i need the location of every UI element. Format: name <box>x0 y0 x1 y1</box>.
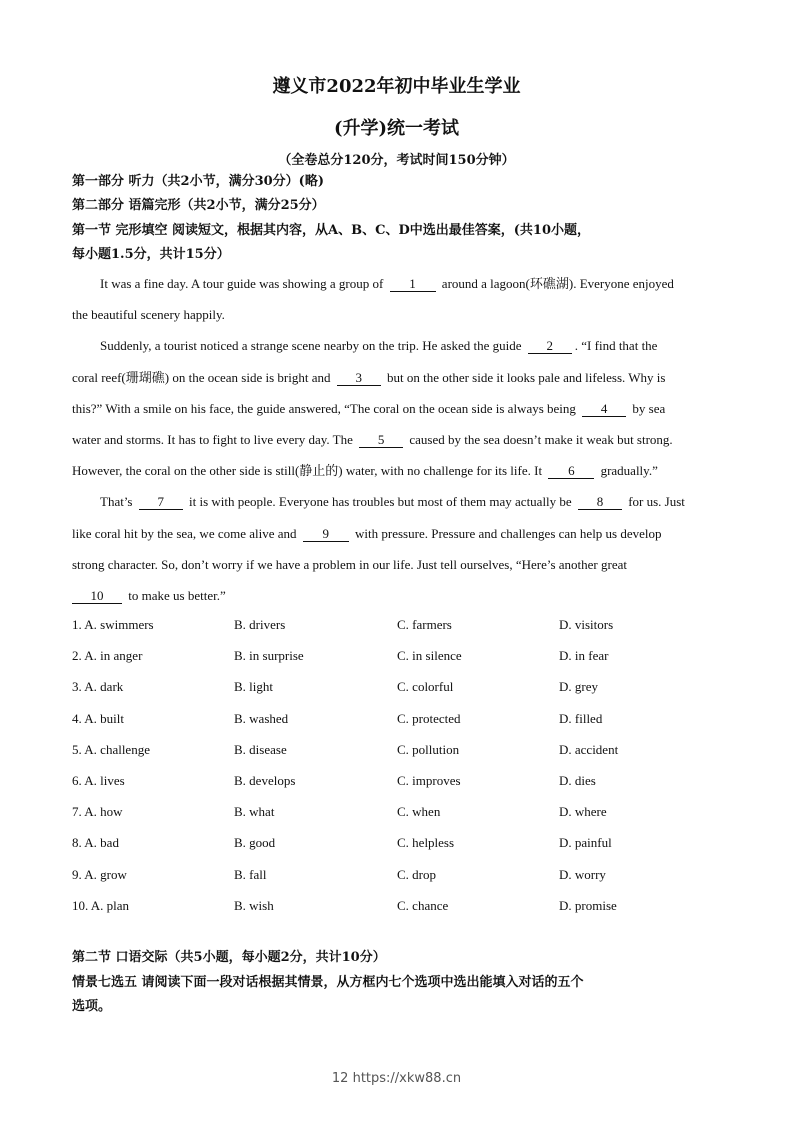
section2-heading: 第二节 口语交际（共5小题，每小题2分，共计10分） <box>72 950 386 965</box>
passage-line <box>72 518 722 549</box>
option-d[interactable]: D. where <box>559 804 607 820</box>
passage-text: However, the coral on the other side is still(静止的) water, with no challenge for its life. It <box>72 463 543 479</box>
section1-heading <box>72 219 732 267</box>
section2-instruction <box>72 971 732 1019</box>
answer-options <box>72 617 732 929</box>
option-d[interactable]: D. grey <box>559 679 598 695</box>
option-c[interactable]: C. drop <box>397 866 436 882</box>
option-a[interactable]: 10. A. plan <box>72 897 130 913</box>
option-d[interactable]: D. dies <box>559 772 596 788</box>
passage-text: It was a fine day. A tour guide was showing a group of <box>100 276 384 291</box>
option-row <box>72 867 732 898</box>
option-d[interactable]: D. in fear <box>559 648 609 664</box>
passage-text: coral reef(珊瑚礁) on the ocean side is bright and <box>72 369 331 385</box>
option-c[interactable]: C. chance <box>397 897 449 913</box>
option-row <box>72 617 732 648</box>
option-a[interactable]: 5. A. challenge <box>72 741 150 757</box>
blank-7[interactable]: 7 <box>139 494 183 510</box>
passage-text: That’s <box>100 494 133 510</box>
section2-instruction-line1: 情景七选五 请阅读下面一段对话根据其情景，从方框内七个选项中选出能填入对话的五个 <box>72 975 584 990</box>
option-b[interactable]: B. disease <box>234 741 287 757</box>
option-d[interactable]: D. painful <box>559 835 612 851</box>
passage-text: gradually.” <box>600 463 658 479</box>
option-row <box>72 804 732 835</box>
blank-3[interactable]: 3 <box>337 370 381 386</box>
passage-text: to make us better.” <box>128 588 226 604</box>
option-b[interactable]: B. light <box>234 679 274 695</box>
option-c[interactable]: C. in silence <box>397 648 462 664</box>
passage-line <box>72 393 722 424</box>
passage-line <box>72 330 722 361</box>
option-c[interactable]: C. farmers <box>397 617 452 632</box>
passage-text: Suddenly, a tourist noticed a strange scene nearby on the trip. He asked the guide <box>100 338 522 354</box>
blank-9[interactable]: 9 <box>303 526 349 542</box>
section1-heading-line1: 第一节 完形填空 阅读短文，根据其内容，从A、B、C、D中选出最佳答案，(共10小题， <box>72 223 590 238</box>
exam-subtitle: （全卷总分120分，考试时间150分钟） <box>278 153 515 168</box>
option-a[interactable]: 2. A. in anger <box>72 648 143 664</box>
blank-1[interactable]: 1 <box>390 276 436 292</box>
option-row <box>72 898 732 929</box>
option-b[interactable]: B. develops <box>234 772 296 788</box>
passage-line <box>72 362 722 393</box>
cloze-passage <box>72 268 722 611</box>
blank-10[interactable]: 10 <box>72 588 122 604</box>
option-b[interactable]: B. drivers <box>234 617 286 632</box>
option-b[interactable]: B. good <box>234 835 276 851</box>
passage-text: this?” With a smile on his face, the guide answered, “The coral on the ocean side is always being <box>72 400 576 416</box>
part2-heading: 第二部分 语篇完形（共2小节，满分25分） <box>72 198 325 213</box>
option-d[interactable]: D. visitors <box>559 617 614 632</box>
blank-8[interactable]: 8 <box>578 494 622 510</box>
passage-text: strong character. So, don’t worry if we have a problem in our life. Just tell ourselves, “Here’s another great <box>72 556 627 572</box>
option-c[interactable]: C. improves <box>397 772 461 788</box>
option-c[interactable]: C. when <box>397 804 441 820</box>
option-b[interactable]: B. washed <box>234 710 289 726</box>
page-footer: 12 https://xkw88.cn <box>331 1071 462 1086</box>
option-a[interactable]: 8. A. bad <box>72 835 119 851</box>
option-a[interactable]: 4. A. built <box>72 710 125 726</box>
passage-line <box>72 268 722 299</box>
passage-text: the beautiful scenery happily. <box>72 307 225 323</box>
passage-text: caused by the sea doesn’t make it weak but strong. <box>409 432 673 448</box>
option-b[interactable]: B. fall <box>234 866 267 882</box>
option-c[interactable]: C. protected <box>397 710 461 726</box>
option-c[interactable]: C. pollution <box>397 741 460 757</box>
option-row <box>72 835 732 866</box>
passage-text: . “I find that the <box>574 338 658 354</box>
exam-title-line2: (升学)统一考试 <box>333 118 460 139</box>
passage-text: for us. Just <box>628 494 685 510</box>
option-a[interactable]: 7. A. how <box>72 804 123 820</box>
blank-4[interactable]: 4 <box>582 401 626 417</box>
section2-instruction-line2: 选项。 <box>72 999 112 1014</box>
option-b[interactable]: B. what <box>234 804 275 820</box>
option-d[interactable]: D. promise <box>559 897 617 913</box>
section1-heading-line2: 每小题1.5分，共计15分） <box>72 247 230 262</box>
option-row <box>72 648 732 679</box>
blank-5[interactable]: 5 <box>359 432 403 448</box>
passage-line <box>72 580 722 611</box>
passage-text: it is with people. Everyone has troubles but most of them may actually be <box>189 494 572 510</box>
option-a[interactable]: 3. A. dark <box>72 679 124 695</box>
option-c[interactable]: C. colorful <box>397 679 454 695</box>
option-b[interactable]: B. wish <box>234 897 274 913</box>
option-row <box>72 679 732 710</box>
option-d[interactable]: D. accident <box>559 741 619 757</box>
passage-line <box>72 424 722 455</box>
passage-line <box>72 299 722 330</box>
passage-line <box>72 455 722 486</box>
passage-text: with pressure. Pressure and challenges can help us develop <box>355 525 662 541</box>
passage-text: but on the other side it looks pale and lifeless. Why is <box>386 369 666 385</box>
passage-line <box>72 486 722 517</box>
passage-text: around a lagoon(环礁湖). Everyone enjoyed <box>441 276 674 291</box>
option-b[interactable]: B. in surprise <box>234 648 304 664</box>
option-row <box>72 711 732 742</box>
option-a[interactable]: 9. A. grow <box>72 866 127 882</box>
option-a[interactable]: 6. A. lives <box>72 772 125 788</box>
blank-6[interactable]: 6 <box>548 463 594 479</box>
passage-line <box>72 549 722 580</box>
option-a[interactable]: 1. A. swimmers <box>72 617 154 632</box>
passage-text: water and storms. It has to fight to live every day. The <box>72 432 353 448</box>
passage-text: by sea <box>632 400 666 416</box>
passage-text: like coral hit by the sea, we come alive and <box>72 525 297 541</box>
exam-title-line1: 遵义市2022年初中毕业生学业 <box>272 76 521 97</box>
option-d[interactable]: D. worry <box>559 866 606 882</box>
option-c[interactable]: C. helpless <box>397 835 455 851</box>
blank-2[interactable]: 2 <box>528 338 572 354</box>
option-row <box>72 742 732 773</box>
option-d[interactable]: D. filled <box>559 710 603 726</box>
option-row <box>72 773 732 804</box>
part1-heading: 第一部分 听力（共2小节，满分30分）(略) <box>72 174 324 189</box>
